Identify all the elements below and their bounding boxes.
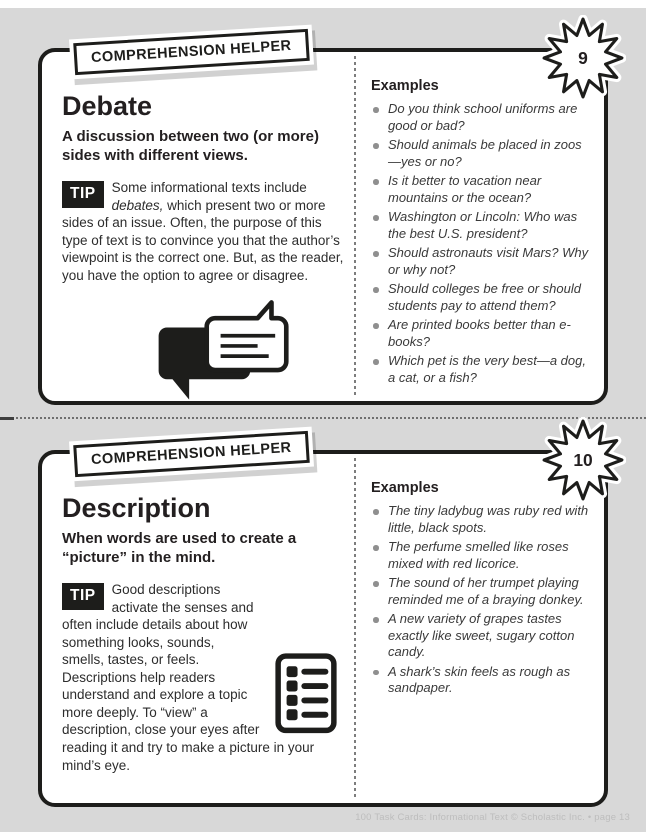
card-definition: When words are used to create a “picture” in the mind.	[62, 529, 297, 566]
card-content-column	[42, 52, 354, 401]
speech-bubbles-icon	[154, 296, 302, 402]
example-item: The sound of her trumpet playing reminded me of a braying donkey.	[371, 575, 590, 608]
card-title: Description	[62, 493, 211, 523]
tip-badge: TIP	[62, 181, 104, 208]
example-item: Washington or Lincoln: Who was the best U.S. president?	[371, 209, 590, 242]
examples-list	[371, 101, 590, 386]
page-bottom-margin	[0, 832, 646, 839]
starburst-icon	[540, 15, 626, 101]
example-item: Are printed books better than e-books?	[371, 317, 590, 350]
tip-paragraph	[62, 581, 344, 774]
tip-text-italic: debates,	[111, 197, 164, 213]
examples-heading: Examples	[371, 78, 439, 94]
comprehension-helper-label-text: COMPREHENSION HELPER	[73, 431, 309, 477]
page-top-margin	[0, 0, 646, 8]
bulleted-list-icon	[268, 651, 344, 735]
example-item: The tiny ladybug was ruby red with little, black spots.	[371, 503, 590, 536]
card-examples-column	[356, 52, 604, 401]
example-item: The perfume smelled like roses mixed with red licorice.	[371, 539, 590, 572]
task-card-debate	[38, 37, 608, 405]
tip-badge: TIP	[62, 583, 104, 610]
tip-text-after: which present two or more sides of an issue. Often, the purpose of this type of text is to convince you that the author’s viewpoint is the correct one. But, as the reader, you have the option to agree or disagree.	[62, 197, 344, 283]
example-item: Which pet is the very best—a dog, a cat, or a fish?	[371, 353, 590, 386]
card-definition: A discussion between two (or more) sides with different views.	[62, 127, 319, 164]
task-card-description	[38, 439, 608, 807]
examples-heading: Examples	[371, 480, 439, 496]
example-item: Should astronauts visit Mars? Why or why not?	[371, 245, 590, 278]
card-title: Debate	[62, 91, 153, 121]
example-item: Should colleges be free or should students pay to attend them?	[371, 281, 590, 314]
card-number-badge	[540, 15, 626, 101]
card-number: 10	[573, 450, 593, 471]
card-number-badge	[540, 417, 626, 503]
comprehension-helper-label-text: COMPREHENSION HELPER	[73, 29, 309, 75]
example-item: A new variety of grapes tastes exactly like sweet, sugary cotton candy.	[371, 611, 590, 661]
tip-text-before: Good descriptions activate the senses and often include details about how something looks, sounds, smells, tastes, or feels. Descriptions help readers understand and explore a topic more deeply. To “view” a description, close your eyes after reading it and try to make a picture in your mind’s eye.	[62, 582, 315, 773]
example-item: A shark’s skin feels as rough as sandpaper.	[371, 664, 590, 697]
page-credit-footer: 100 Task Cards: Informational Text © Scholastic Inc. • page 13	[355, 812, 630, 823]
example-item: Should animals be placed in zoos—yes or no?	[371, 137, 590, 170]
example-item: Is it better to vacation near mountains or the ocean?	[371, 173, 590, 206]
card-content-column	[42, 454, 354, 803]
tip-paragraph	[62, 179, 344, 284]
example-item: Do you think school uniforms are good or bad?	[371, 101, 590, 134]
card-examples-column	[356, 454, 604, 803]
examples-list	[371, 503, 590, 697]
starburst-icon	[540, 417, 626, 503]
card-number: 9	[578, 48, 588, 69]
tip-text-before: Some informational texts include	[111, 180, 307, 196]
